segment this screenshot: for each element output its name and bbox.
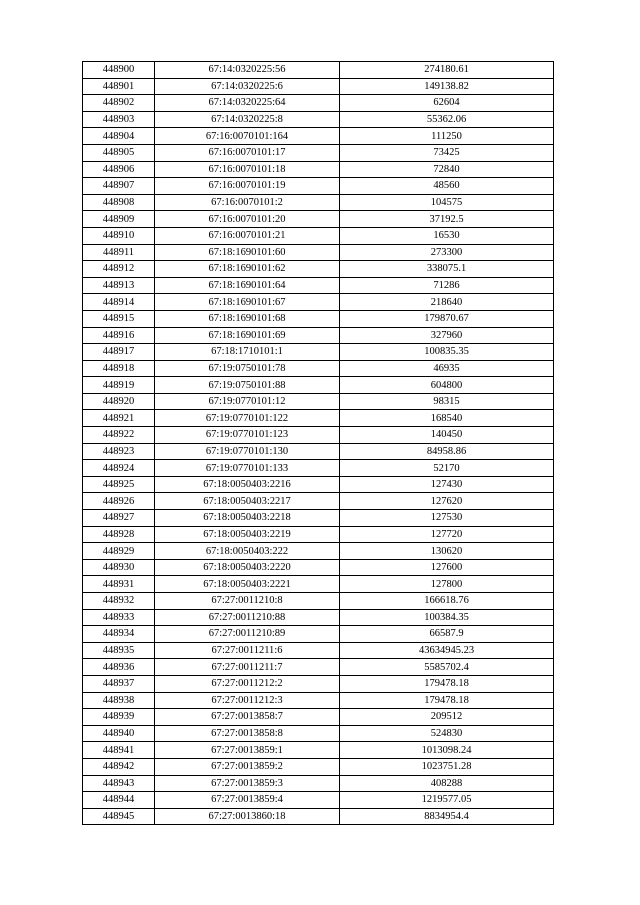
value-cell: 338075.1 — [340, 261, 554, 278]
cadastral-number-cell: 67:27:0011212:2 — [155, 675, 340, 692]
row-number-cell: 448926 — [83, 493, 155, 510]
value-cell: 55362.06 — [340, 111, 554, 128]
value-cell: 140450 — [340, 427, 554, 444]
cadastral-number-cell: 67:16:0070101:164 — [155, 128, 340, 145]
value-cell: 16530 — [340, 227, 554, 244]
row-number-cell: 448921 — [83, 410, 155, 427]
table-row — [83, 659, 554, 676]
cadastral-number-cell: 67:27:0013859:1 — [155, 742, 340, 759]
table-row — [83, 62, 554, 79]
row-number-cell: 448937 — [83, 675, 155, 692]
cadastral-number-cell: 67:16:0070101:2 — [155, 194, 340, 211]
table-row — [83, 261, 554, 278]
cadastral-number-cell: 67:27:0013858:8 — [155, 725, 340, 742]
row-number-cell: 448920 — [83, 393, 155, 410]
value-cell: 179478.18 — [340, 675, 554, 692]
value-cell: 149138.82 — [340, 78, 554, 95]
cadastral-number-cell: 67:19:0770101:130 — [155, 443, 340, 460]
cadastral-number-cell: 67:19:0770101:122 — [155, 410, 340, 427]
value-cell: 179478.18 — [340, 692, 554, 709]
row-number-cell: 448922 — [83, 427, 155, 444]
row-number-cell: 448910 — [83, 227, 155, 244]
table-body — [83, 62, 554, 825]
row-number-cell: 448928 — [83, 526, 155, 543]
table-row — [83, 344, 554, 361]
table-row — [83, 310, 554, 327]
row-number-cell: 448923 — [83, 443, 155, 460]
table-row — [83, 792, 554, 809]
row-number-cell: 448903 — [83, 111, 155, 128]
row-number-cell: 448939 — [83, 709, 155, 726]
cadastral-number-cell: 67:14:0320225:8 — [155, 111, 340, 128]
cadastral-number-cell: 67:18:1690101:69 — [155, 327, 340, 344]
table-row — [83, 410, 554, 427]
table-row — [83, 194, 554, 211]
table-row — [83, 161, 554, 178]
row-number-cell: 448924 — [83, 460, 155, 477]
cadastral-number-cell: 67:27:0011211:6 — [155, 642, 340, 659]
value-cell: 1023751.28 — [340, 758, 554, 775]
table-row — [83, 758, 554, 775]
table-row — [83, 742, 554, 759]
cadastral-number-cell: 67:27:0013859:4 — [155, 792, 340, 809]
value-cell: 100384.35 — [340, 609, 554, 626]
table-row — [83, 526, 554, 543]
table-row — [83, 476, 554, 493]
row-number-cell: 448905 — [83, 144, 155, 161]
value-cell: 43634945.23 — [340, 642, 554, 659]
row-number-cell: 448914 — [83, 294, 155, 311]
row-number-cell: 448927 — [83, 510, 155, 527]
table-row — [83, 78, 554, 95]
cadastral-number-cell: 67:18:0050403:2220 — [155, 559, 340, 576]
row-number-cell: 448907 — [83, 178, 155, 195]
row-number-cell: 448936 — [83, 659, 155, 676]
value-cell: 1219577.05 — [340, 792, 554, 809]
table-row — [83, 709, 554, 726]
table-row — [83, 443, 554, 460]
value-cell: 218640 — [340, 294, 554, 311]
value-cell: 408288 — [340, 775, 554, 792]
value-cell: 111250 — [340, 128, 554, 145]
row-number-cell: 448913 — [83, 277, 155, 294]
table-row — [83, 227, 554, 244]
cadastral-number-cell: 67:19:0770101:12 — [155, 393, 340, 410]
value-cell: 327960 — [340, 327, 554, 344]
table-row — [83, 675, 554, 692]
value-cell: 100835.35 — [340, 344, 554, 361]
table-row — [83, 111, 554, 128]
row-number-cell: 448945 — [83, 808, 155, 825]
cadastral-number-cell: 67:16:0070101:20 — [155, 211, 340, 228]
row-number-cell: 448934 — [83, 626, 155, 643]
row-number-cell: 448941 — [83, 742, 155, 759]
cadastral-number-cell: 67:16:0070101:18 — [155, 161, 340, 178]
row-number-cell: 448933 — [83, 609, 155, 626]
row-number-cell: 448917 — [83, 344, 155, 361]
value-cell: 46935 — [340, 360, 554, 377]
value-cell: 66587.9 — [340, 626, 554, 643]
row-number-cell: 448940 — [83, 725, 155, 742]
cadastral-number-cell: 67:19:0770101:123 — [155, 427, 340, 444]
cadastral-number-cell: 67:18:0050403:2219 — [155, 526, 340, 543]
row-number-cell: 448908 — [83, 194, 155, 211]
cadastral-number-cell: 67:16:0070101:19 — [155, 178, 340, 195]
value-cell: 73425 — [340, 144, 554, 161]
cadastral-number-cell: 67:18:0050403:2218 — [155, 510, 340, 527]
value-cell: 37192.5 — [340, 211, 554, 228]
value-cell: 524830 — [340, 725, 554, 742]
cadastral-number-cell: 67:16:0070101:21 — [155, 227, 340, 244]
row-number-cell: 448916 — [83, 327, 155, 344]
value-cell: 273300 — [340, 244, 554, 261]
row-number-cell: 448906 — [83, 161, 155, 178]
row-number-cell: 448932 — [83, 593, 155, 610]
row-number-cell: 448929 — [83, 543, 155, 560]
row-number-cell: 448912 — [83, 261, 155, 278]
table-row — [83, 493, 554, 510]
value-cell: 127600 — [340, 559, 554, 576]
row-number-cell: 448901 — [83, 78, 155, 95]
table-row — [83, 360, 554, 377]
cadastral-number-cell: 67:18:1690101:68 — [155, 310, 340, 327]
value-cell: 52170 — [340, 460, 554, 477]
row-number-cell: 448915 — [83, 310, 155, 327]
cadastral-number-cell: 67:27:0011210:88 — [155, 609, 340, 626]
table-row — [83, 626, 554, 643]
value-cell: 209512 — [340, 709, 554, 726]
row-number-cell: 448909 — [83, 211, 155, 228]
cadastral-number-cell: 67:27:0013860:18 — [155, 808, 340, 825]
row-number-cell: 448944 — [83, 792, 155, 809]
table-row — [83, 609, 554, 626]
cadastral-number-cell: 67:18:0050403:2221 — [155, 576, 340, 593]
cadastral-number-cell: 67:16:0070101:17 — [155, 144, 340, 161]
table-row — [83, 593, 554, 610]
row-number-cell: 448919 — [83, 377, 155, 394]
table-row — [83, 244, 554, 261]
row-number-cell: 448911 — [83, 244, 155, 261]
value-cell: 179870.67 — [340, 310, 554, 327]
value-cell: 127430 — [340, 476, 554, 493]
cadastral-number-cell: 67:18:1710101:1 — [155, 344, 340, 361]
value-cell: 127530 — [340, 510, 554, 527]
value-cell: 127800 — [340, 576, 554, 593]
table-row — [83, 144, 554, 161]
table-row — [83, 510, 554, 527]
cadastral-number-cell: 67:18:1690101:64 — [155, 277, 340, 294]
table-row — [83, 327, 554, 344]
value-cell: 130620 — [340, 543, 554, 560]
value-cell: 127720 — [340, 526, 554, 543]
row-number-cell: 448931 — [83, 576, 155, 593]
table-row — [83, 277, 554, 294]
row-number-cell: 448925 — [83, 476, 155, 493]
cadastral-number-cell: 67:18:0050403:222 — [155, 543, 340, 560]
value-cell: 604800 — [340, 377, 554, 394]
cadastral-number-cell: 67:27:0013859:3 — [155, 775, 340, 792]
row-number-cell: 448904 — [83, 128, 155, 145]
table-row — [83, 543, 554, 560]
table-row — [83, 576, 554, 593]
table-row — [83, 393, 554, 410]
value-cell: 72840 — [340, 161, 554, 178]
table-row — [83, 178, 554, 195]
value-cell: 71286 — [340, 277, 554, 294]
data-table — [82, 61, 554, 825]
cadastral-number-cell: 67:19:0770101:133 — [155, 460, 340, 477]
row-number-cell: 448942 — [83, 758, 155, 775]
value-cell: 98315 — [340, 393, 554, 410]
table-row — [83, 128, 554, 145]
value-cell: 62604 — [340, 95, 554, 112]
table-row — [83, 642, 554, 659]
row-number-cell: 448900 — [83, 62, 155, 79]
value-cell: 84958.86 — [340, 443, 554, 460]
value-cell: 127620 — [340, 493, 554, 510]
row-number-cell: 448930 — [83, 559, 155, 576]
row-number-cell: 448902 — [83, 95, 155, 112]
value-cell: 8834954.4 — [340, 808, 554, 825]
table-row — [83, 775, 554, 792]
cadastral-number-cell: 67:27:0011210:89 — [155, 626, 340, 643]
cadastral-number-cell: 67:14:0320225:64 — [155, 95, 340, 112]
cadastral-number-cell: 67:14:0320225:56 — [155, 62, 340, 79]
cadastral-number-cell: 67:18:1690101:62 — [155, 261, 340, 278]
value-cell: 168540 — [340, 410, 554, 427]
row-number-cell: 448938 — [83, 692, 155, 709]
row-number-cell: 448918 — [83, 360, 155, 377]
cadastral-number-cell: 67:14:0320225:6 — [155, 78, 340, 95]
table-row — [83, 725, 554, 742]
value-cell: 166618.76 — [340, 593, 554, 610]
table-row — [83, 460, 554, 477]
cadastral-number-cell: 67:18:0050403:2217 — [155, 493, 340, 510]
value-cell: 104575 — [340, 194, 554, 211]
table-row — [83, 427, 554, 444]
row-number-cell: 448943 — [83, 775, 155, 792]
table-row — [83, 692, 554, 709]
table-row — [83, 377, 554, 394]
value-cell: 274180.61 — [340, 62, 554, 79]
cadastral-number-cell: 67:18:1690101:67 — [155, 294, 340, 311]
cadastral-number-cell: 67:27:0011212:3 — [155, 692, 340, 709]
cadastral-number-cell: 67:18:0050403:2216 — [155, 476, 340, 493]
value-cell: 48560 — [340, 178, 554, 195]
cadastral-number-cell: 67:27:0013858:7 — [155, 709, 340, 726]
cadastral-number-cell: 67:27:0011210:8 — [155, 593, 340, 610]
table-row — [83, 808, 554, 825]
cadastral-number-cell: 67:19:0750101:78 — [155, 360, 340, 377]
cadastral-number-cell: 67:19:0750101:88 — [155, 377, 340, 394]
table-row — [83, 559, 554, 576]
table-row — [83, 95, 554, 112]
row-number-cell: 448935 — [83, 642, 155, 659]
table-row — [83, 211, 554, 228]
value-cell: 1013098.24 — [340, 742, 554, 759]
cadastral-number-cell: 67:27:0011211:7 — [155, 659, 340, 676]
cadastral-number-cell: 67:18:1690101:60 — [155, 244, 340, 261]
cadastral-number-cell: 67:27:0013859:2 — [155, 758, 340, 775]
value-cell: 5585702.4 — [340, 659, 554, 676]
table-row — [83, 294, 554, 311]
